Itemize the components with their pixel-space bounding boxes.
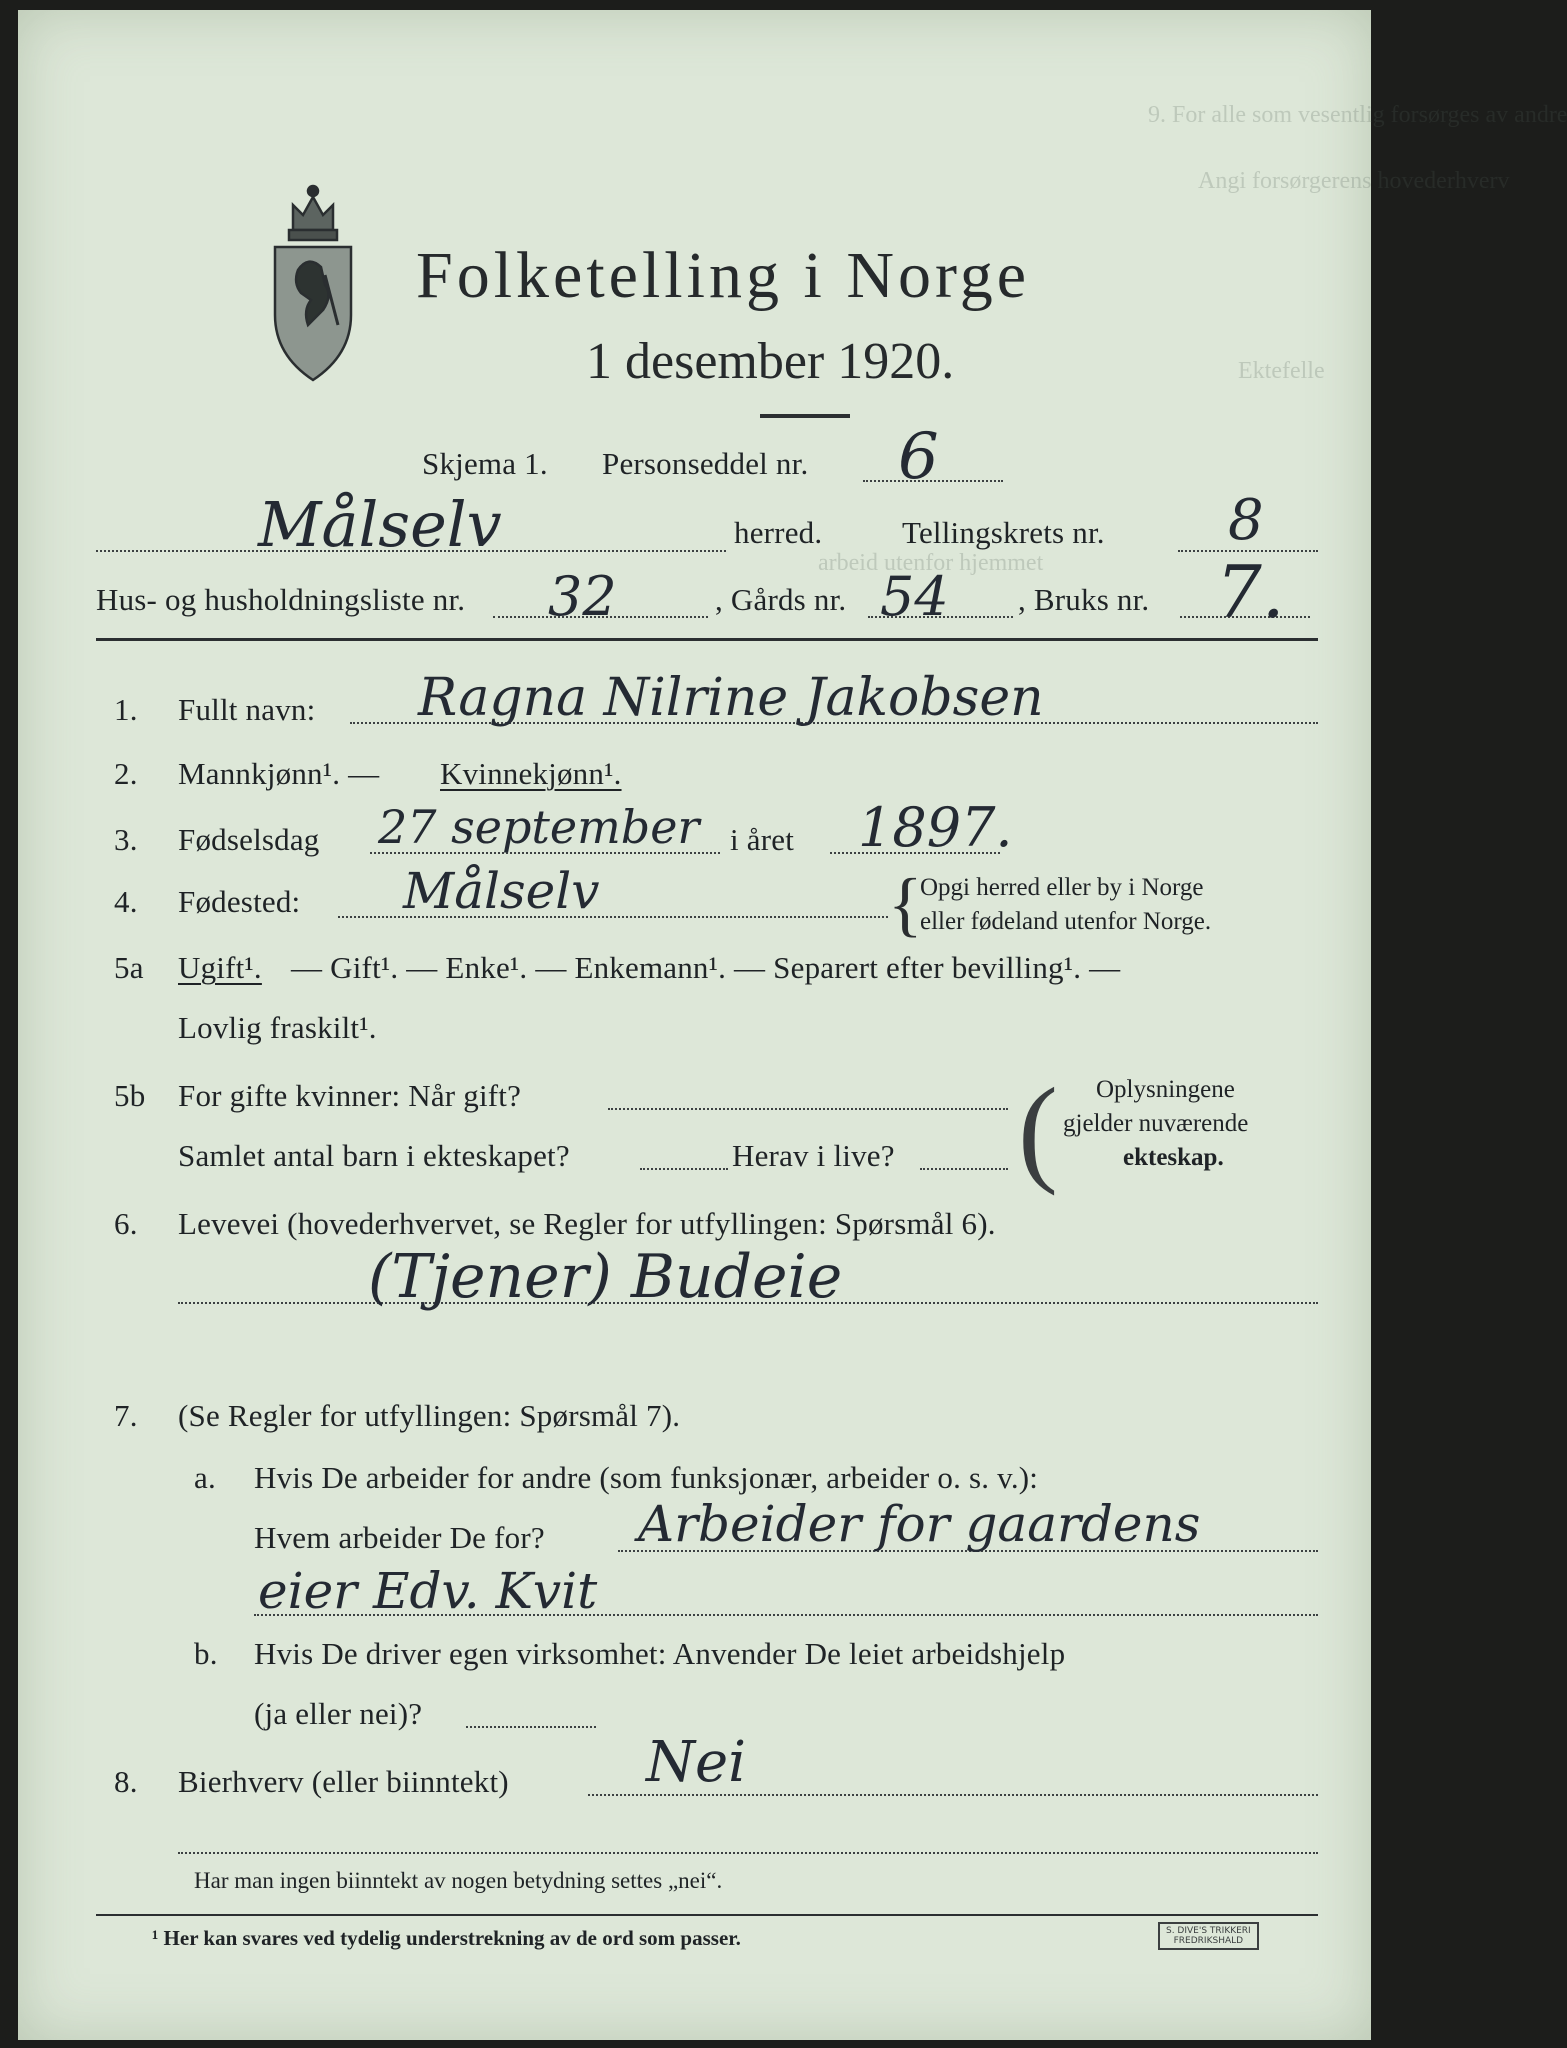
q1-full-name-value: Ragna Nilrine Jakobsen [418,668,1044,728]
bleed-through-text: 9. For alle som vesentlig forsørges av andre [1148,102,1567,128]
q4-label: Fødested: [178,884,301,919]
tellingskrets-label: Tellingskrets nr. [902,515,1105,550]
printer-stamp [1158,1922,1259,1950]
q7a-letter: a. [194,1460,216,1495]
bruks-label: , Bruks nr. [1018,582,1150,617]
q3-year-label: i året [730,822,795,857]
q2-female-option-underlined: Kvinnekjønn¹. [440,756,622,791]
q4-number: 4. [114,884,138,919]
bruks-value: 7. [1216,550,1285,634]
q7b-sub-label: (ja eller nei)? [254,1696,423,1731]
personseddel-label: Personseddel nr. [602,446,809,481]
q7b-label: Hvis De driver egen virksomhet: Anvender De leiet arbeidshjelp [254,1636,1066,1671]
herred-label: herred. [734,515,823,550]
q3-number: 3. [114,822,138,857]
q2-number: 2. [114,756,138,791]
q7b-line [466,1726,596,1728]
norwegian-coat-of-arms-icon [263,175,363,385]
bleed-through-text: Ektefelle [1238,358,1325,384]
q8-number: 8. [114,1764,138,1799]
herred-value: Målselv [258,488,502,561]
q3-year-value: 1897. [858,796,1013,859]
q7a-label: Hvis De arbeider for andre (som funksjonær, arbeider o. s. v.): [254,1460,1039,1495]
personseddel-value: 6 [898,420,939,494]
header-section-rule [96,638,1318,641]
q7a-employer-value1: Arbeider for gaardens [638,1495,1201,1553]
q6-occupation-value: (Tjener) Budeie [368,1242,843,1312]
q7a-employer-value2: eier Edv. Kvit [258,1562,598,1620]
q4-note-line2: eller fødeland utenfor Norge. [920,908,1212,935]
q4-note-line1: Opgi herred eller by i Norge [920,874,1204,901]
q5b-note-line3: ekteskap. [1123,1144,1224,1171]
q5b-note-bracket: ( [1018,1063,1058,1196]
census-date: 1 desember 1920. [586,333,955,390]
q5b-alive-line [920,1168,1008,1170]
q3-birthdate-value: 27 september [378,800,700,854]
bleed-through-text: Angi forsørgerens hovederhverv [1198,168,1510,194]
q5b-married-when-label: For gifte kvinner: Når gift? [178,1078,522,1113]
q7-number: 7. [114,1398,138,1433]
footnote: ¹ Her kan svares ved tydelig understrekning av de ord som passer. [152,1926,741,1950]
q8-extra-line [178,1852,1318,1854]
q5b-children-line [640,1168,728,1170]
q4-note-brace: { [888,864,923,944]
q2-male-option: Mannkjønn¹. — [178,756,380,791]
q5b-note-line1: Oplysningene [1096,1076,1235,1103]
gards-value: 54 [880,565,949,628]
hus-value: 32 [548,565,617,628]
footer-note: Har man ingen biinntekt av nogen betydning settes „nei“. [194,1868,723,1893]
q5b-note-line2: gjelder nuværende [1063,1110,1249,1137]
q7b-letter: b. [194,1636,218,1671]
q8-value: Nei [646,1730,747,1795]
bleed-through-text: arbeid utenfor hjemmet [818,550,1044,576]
q5a-line2: Lovlig fraskilt¹. [178,1010,377,1045]
census-form-sheet [18,10,1567,2040]
q5b-alive-label: Herav i live? [732,1138,895,1173]
q5b-number: 5b [114,1078,146,1113]
q5b-children-label: Samlet antal barn i ekteskapet? [178,1138,570,1173]
printer-stamp-line2: FREDRIKSHALD [1173,1936,1244,1946]
title-divider [760,414,850,418]
tellingskrets-value: 8 [1228,488,1264,553]
printer-stamp-line1: S. DIVE'S TRIKKERI [1166,1926,1251,1936]
q5a-number: 5a [114,950,144,985]
q5a-unmarried-underlined: Ugift¹. [178,950,262,985]
q5b-married-when-line [608,1108,1008,1110]
q4-birthplace-value: Målselv [403,862,600,920]
q7-label: (Se Regler for utfyllingen: Spørsmål 7). [178,1398,681,1433]
q7a-employer-label: Hvem arbeider De for? [254,1520,545,1555]
q6-number: 6. [114,1206,138,1241]
schema-label: Skjema 1. [422,446,548,481]
hus-label: Hus- og husholdningsliste nr. [96,582,466,617]
q1-number: 1. [114,692,138,727]
q5a-other-options: — Gift¹. — Enke¹. — Enkemann¹. — Separert efter bevilling¹. — [291,950,1121,985]
form-title: Folketelling i Norge [416,239,1031,312]
q8-label: Bierhverv (eller biinntekt) [178,1764,509,1799]
footer-rule [96,1914,1318,1916]
q3-label: Fødselsdag [178,822,320,857]
q1-label: Fullt navn: [178,692,316,727]
gards-label: , Gårds nr. [715,582,847,617]
q6-label: Levevei (hovederhvervet, se Regler for utfyllingen: Spørsmål 6). [178,1206,996,1241]
